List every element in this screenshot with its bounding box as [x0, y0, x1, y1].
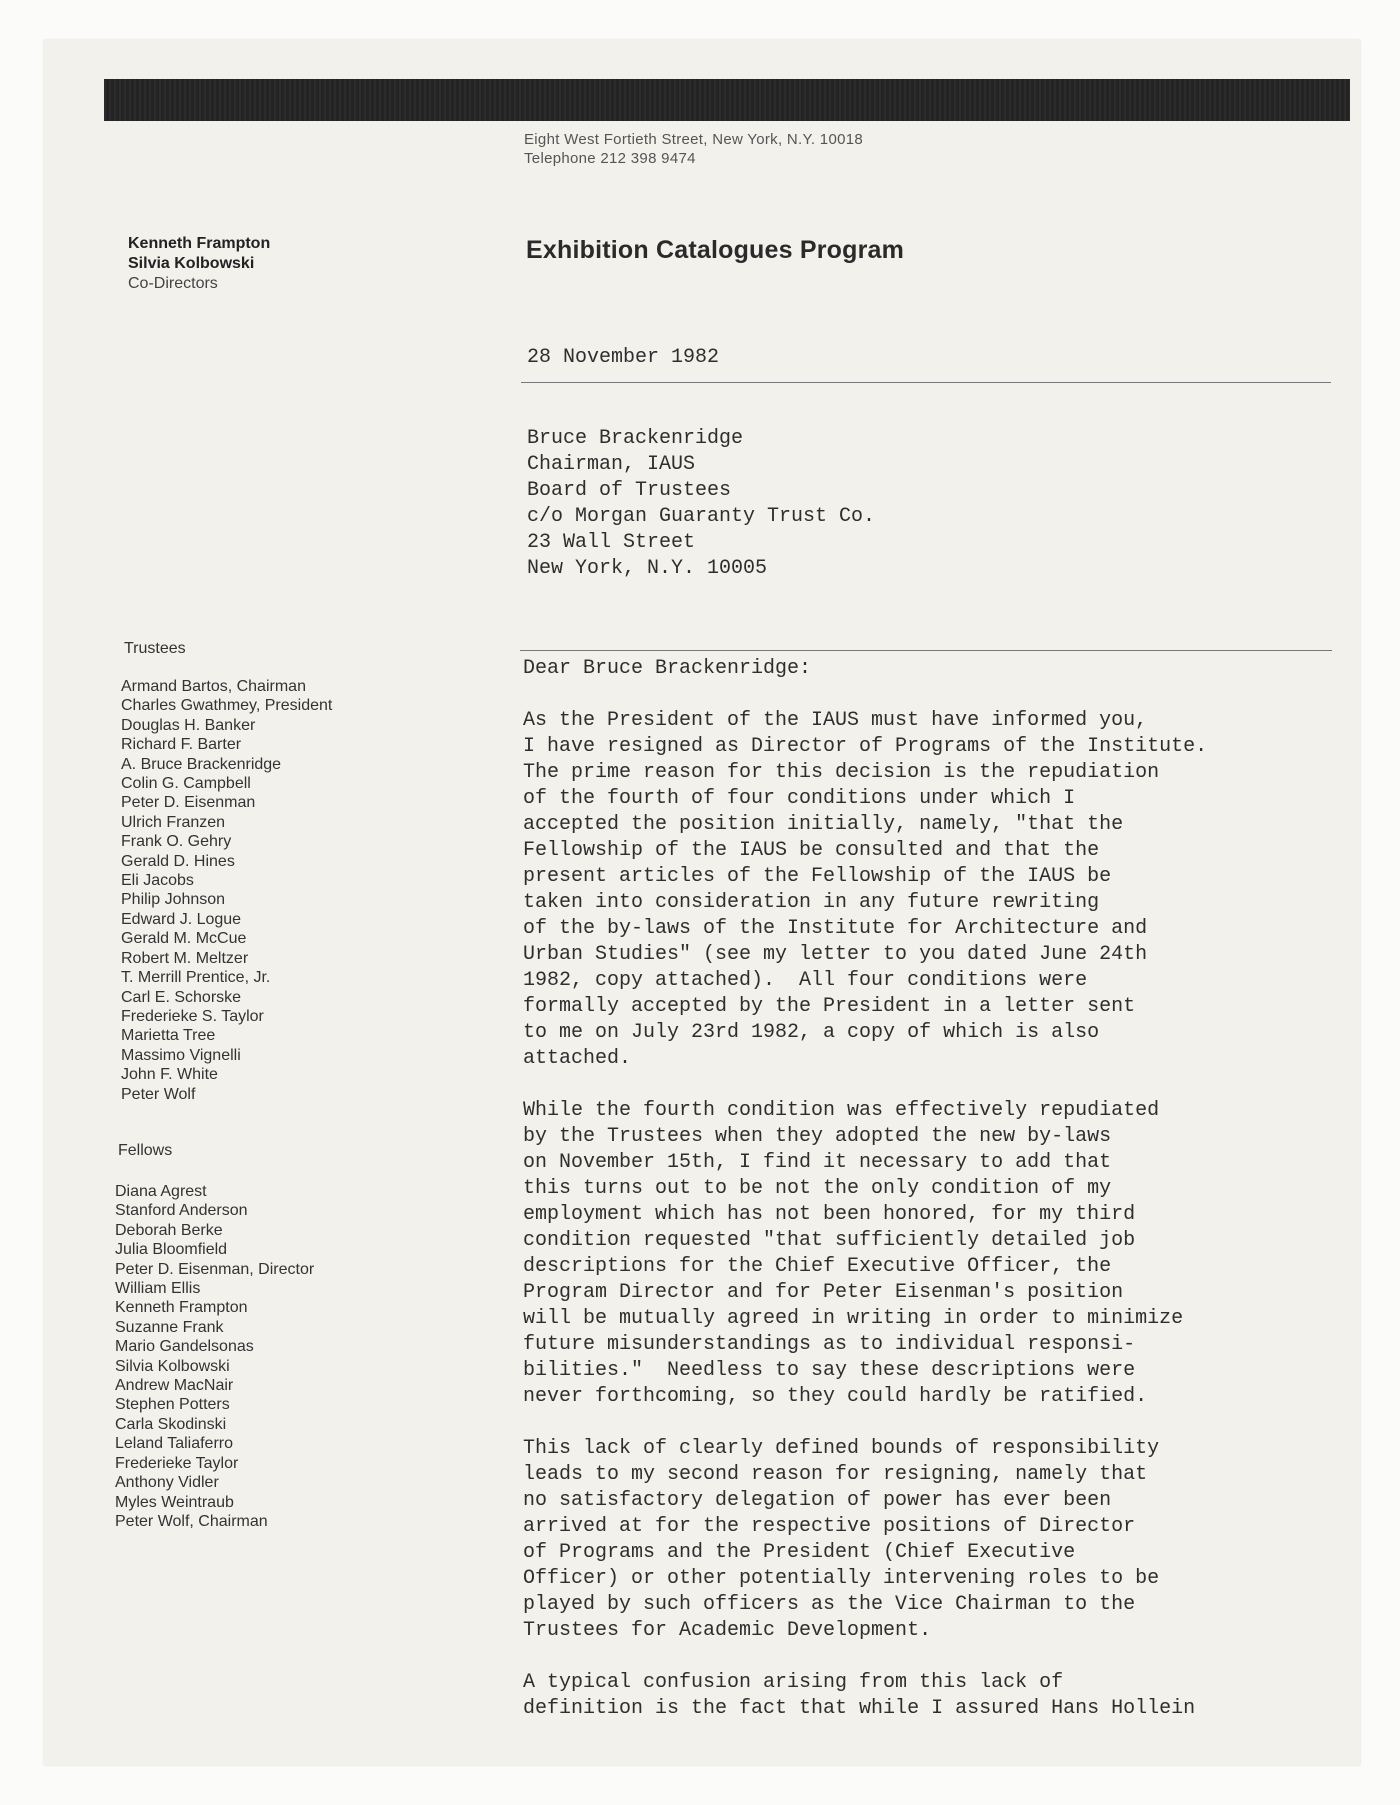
trustee-name: Richard F. Barter	[121, 736, 242, 754]
trustee-name: Ulrich Franzen	[121, 813, 226, 831]
date-divider	[521, 382, 1331, 383]
trustee-name: Colin G. Campbell	[121, 775, 251, 793]
trustee-name: John F. White	[121, 1066, 218, 1084]
letter-paragraphs	[523, 708, 1363, 1722]
fellow-name: Peter Wolf, Chairman	[115, 1512, 268, 1530]
recipient-address	[527, 426, 875, 582]
recipient-line: Bruce Brackenridge	[527, 427, 744, 450]
co-directors-block	[128, 234, 270, 294]
director-role: Co-Directors	[128, 275, 218, 292]
fellow-name: Stanford Anderson	[115, 1202, 248, 1220]
letter-paragraph: As the President of the IAUS must have informed you, I have resigned as Director of Programs of the Institute. The prime reason for this decision is the repudiation of the fourth of four conditions under which I accepted the position initially, namely, "that the Fellowship of the IAUS be consulted and that the present articles of the Fellowship of the IAUS be taken into consideration in any future rewriting of the by-laws of the Institute for Architecture and Urban Studies" (see my letter to you dated June 24th 1982, copy attached). All four conditions were formally accepted by the President in a letter sent to me on July 23rd 1982, a copy of which is also attached.	[523, 709, 1208, 1070]
fellow-name: Anthony Vidler	[115, 1474, 219, 1492]
trustee-name: Frederieke S. Taylor	[121, 1007, 264, 1025]
letterhead-address	[524, 130, 863, 168]
trustee-name: Douglas H. Banker	[121, 716, 256, 734]
recipient-line: New York, N.Y. 10005	[527, 557, 768, 580]
trustee-name: Armand Bartos, Chairman	[121, 678, 306, 695]
address-line: Eight West Fortieth Street, New York, N.Y. 10018	[524, 131, 864, 148]
fellow-name: Mario Gandelsonas	[115, 1338, 254, 1356]
trustee-name: T. Merrill Prentice, Jr.	[121, 969, 271, 987]
letterhead-bar	[104, 79, 1350, 121]
trustee-name: Gerald D. Hines	[121, 852, 235, 870]
fellows-heading: Fellows	[118, 1142, 173, 1159]
trustee-name: Edward J. Logue	[121, 910, 242, 928]
letter-body	[523, 656, 1363, 1748]
recipient-line: Chairman, IAUS	[527, 453, 696, 476]
fellow-name: Myles Weintraub	[115, 1493, 234, 1511]
fellow-name: Carla Skodinski	[115, 1415, 227, 1433]
letter-date: 28 November 1982	[527, 346, 720, 369]
telephone-line: Telephone 212 398 9474	[524, 150, 696, 167]
fellow-name: Andrew MacNair	[115, 1377, 234, 1395]
trustee-name: Peter Wolf	[121, 1085, 196, 1103]
letter-paragraph: While the fourth condition was effectively repudiated by the Trustees when they adopted the new by-laws on November 15th, I find it necessary to add that this turns out to be not the only condition of my employment which has not been honored, for my third condition requested "that sufficiently detailed job descriptions for the Chief Executive Officer, the Program Director and for Peter Eisenman's position will be mutually agreed in writing in order to minimize future misunderstandings as to individual responsi- bilities." Needless to say these descriptions were never forthcoming, so they could hardly be ratified.	[523, 1099, 1184, 1408]
fellow-name: Leland Taliaferro	[115, 1435, 234, 1453]
letter-paragraph: This lack of clearly defined bounds of responsibility leads to my second reason for resigning, namely that no satisfactory delegation of power has ever been arrived at for the respective positions of Director of Programs and the President (Chief Executive Officer) or other potentially intervening roles to be played by such officers as the Vice Chairman to the Trustees for Academic Development.	[523, 1437, 1160, 1642]
trustee-name: Marietta Tree	[121, 1027, 216, 1045]
fellow-name: Silvia Kolbowski	[115, 1357, 230, 1375]
fellow-name: Diana Agrest	[115, 1183, 207, 1200]
program-title: Exhibition Catalogues Program	[526, 236, 905, 264]
trustee-name: Eli Jacobs	[121, 872, 194, 890]
trustees-heading: Trustees	[124, 640, 186, 657]
fellow-name: Deborah Berke	[115, 1221, 223, 1239]
director-name: Silvia Kolbowski	[128, 255, 255, 272]
letter-paragraph: A typical confusion arising from this lack of definition is the fact that while I assured Hans Hollein	[523, 1671, 1196, 1720]
fellow-name: Stephen Potters	[115, 1396, 230, 1414]
trustee-name: Peter D. Eisenman	[121, 794, 256, 812]
trustee-name: Frank O. Gehry	[121, 833, 232, 851]
recipient-line: 23 Wall Street	[527, 531, 696, 554]
trustees-list	[121, 677, 332, 1104]
trustee-name: Charles Gwathmey, President	[121, 697, 333, 715]
recipient-line: c/o Morgan Guaranty Trust Co.	[527, 505, 876, 528]
trustee-name: Philip Johnson	[121, 891, 226, 909]
fellow-name: Frederieke Taylor	[115, 1454, 239, 1472]
address-divider	[520, 650, 1332, 651]
fellow-name: Peter D. Eisenman, Director	[115, 1260, 315, 1278]
fellow-name: Kenneth Frampton	[115, 1299, 248, 1317]
fellows-list	[115, 1182, 314, 1531]
director-name: Kenneth Frampton	[128, 235, 271, 252]
trustee-name: Robert M. Meltzer	[121, 949, 249, 967]
recipient-line: Board of Trustees	[527, 479, 732, 502]
trustee-name: Carl E. Schorske	[121, 988, 242, 1006]
fellow-name: Suzanne Frank	[115, 1318, 224, 1336]
fellow-name: William Ellis	[115, 1280, 201, 1298]
fellow-name: Julia Bloomfield	[115, 1241, 228, 1259]
trustee-name: Gerald M. McCue	[121, 930, 247, 948]
trustee-name: A. Bruce Brackenridge	[121, 755, 282, 773]
salutation: Dear Bruce Brackenridge:	[523, 657, 812, 680]
trustee-name: Massimo Vignelli	[121, 1046, 241, 1064]
